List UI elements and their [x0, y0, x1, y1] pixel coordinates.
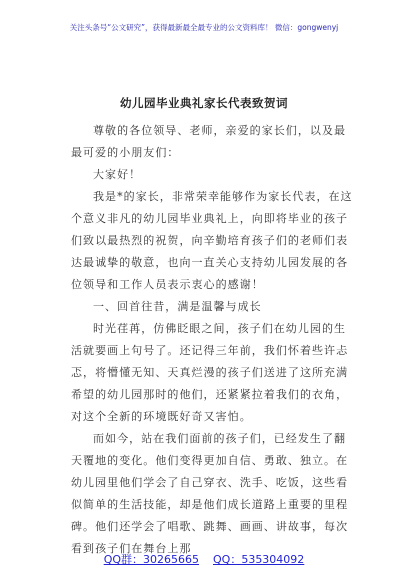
document-body	[71, 120, 357, 560]
document-title: 幼儿园毕业典礼家长代表致贺词	[120, 96, 288, 110]
paragraph-salutation: 尊敬的各位领导、老师，亲爱的家长们，以及最最可爱的小朋友们：	[71, 124, 347, 159]
paragraph-intro: 我是*的家长，非常荣幸能够作为家长代表，在这个意义非凡的幼儿园毕业典礼上，向即将毕业的孩子们致以最热烈的祝贺，向辛勤培育孩子们的老师们表达最诚挚的敬意，也向一直关心支持幼儿园发展的各位领导和工作人员表示衷心的感谢！	[71, 190, 353, 291]
section-heading: 一、回首往昔，满是温馨与成长	[93, 300, 262, 313]
footer-qq-group: QQ群：30265665	[103, 553, 199, 566]
paragraph-greeting: 大家好！	[93, 168, 142, 181]
header-banner: 关注头条号“公文研究”，获得最新最全最专业的公文资料库！ 微信：gongwenyj	[69, 23, 339, 32]
footer-contact	[0, 551, 408, 567]
footer-qq: QQ：535304092	[213, 553, 305, 566]
paragraph-growth: 而如今，站在我们面前的孩子们，已经发生了翻天覆地的变化。他们变得更加自信、勇敢、独立。在幼儿园里他们学会了自己穿衣、洗手、吃饭，这些看似简单的生活技能，却是他们成长道路上重要的里程碑。他们还学会了唱歌、跳舞、画画、讲故事，每次看到孩子们在舞台上那	[71, 432, 349, 555]
paragraph-memories: 时光荏苒，仿佛眨眼之间，孩子们在幼儿园的生活就要画上句号了。还记得三年前，我们怀着些许忐忑，将懵懂无知、天真烂漫的孩子们送进了这所充满希望的幼儿园那时的他们，还紧紧拉着我们的衣角，对这个全新的环境既好奇又害怕。	[71, 322, 349, 423]
